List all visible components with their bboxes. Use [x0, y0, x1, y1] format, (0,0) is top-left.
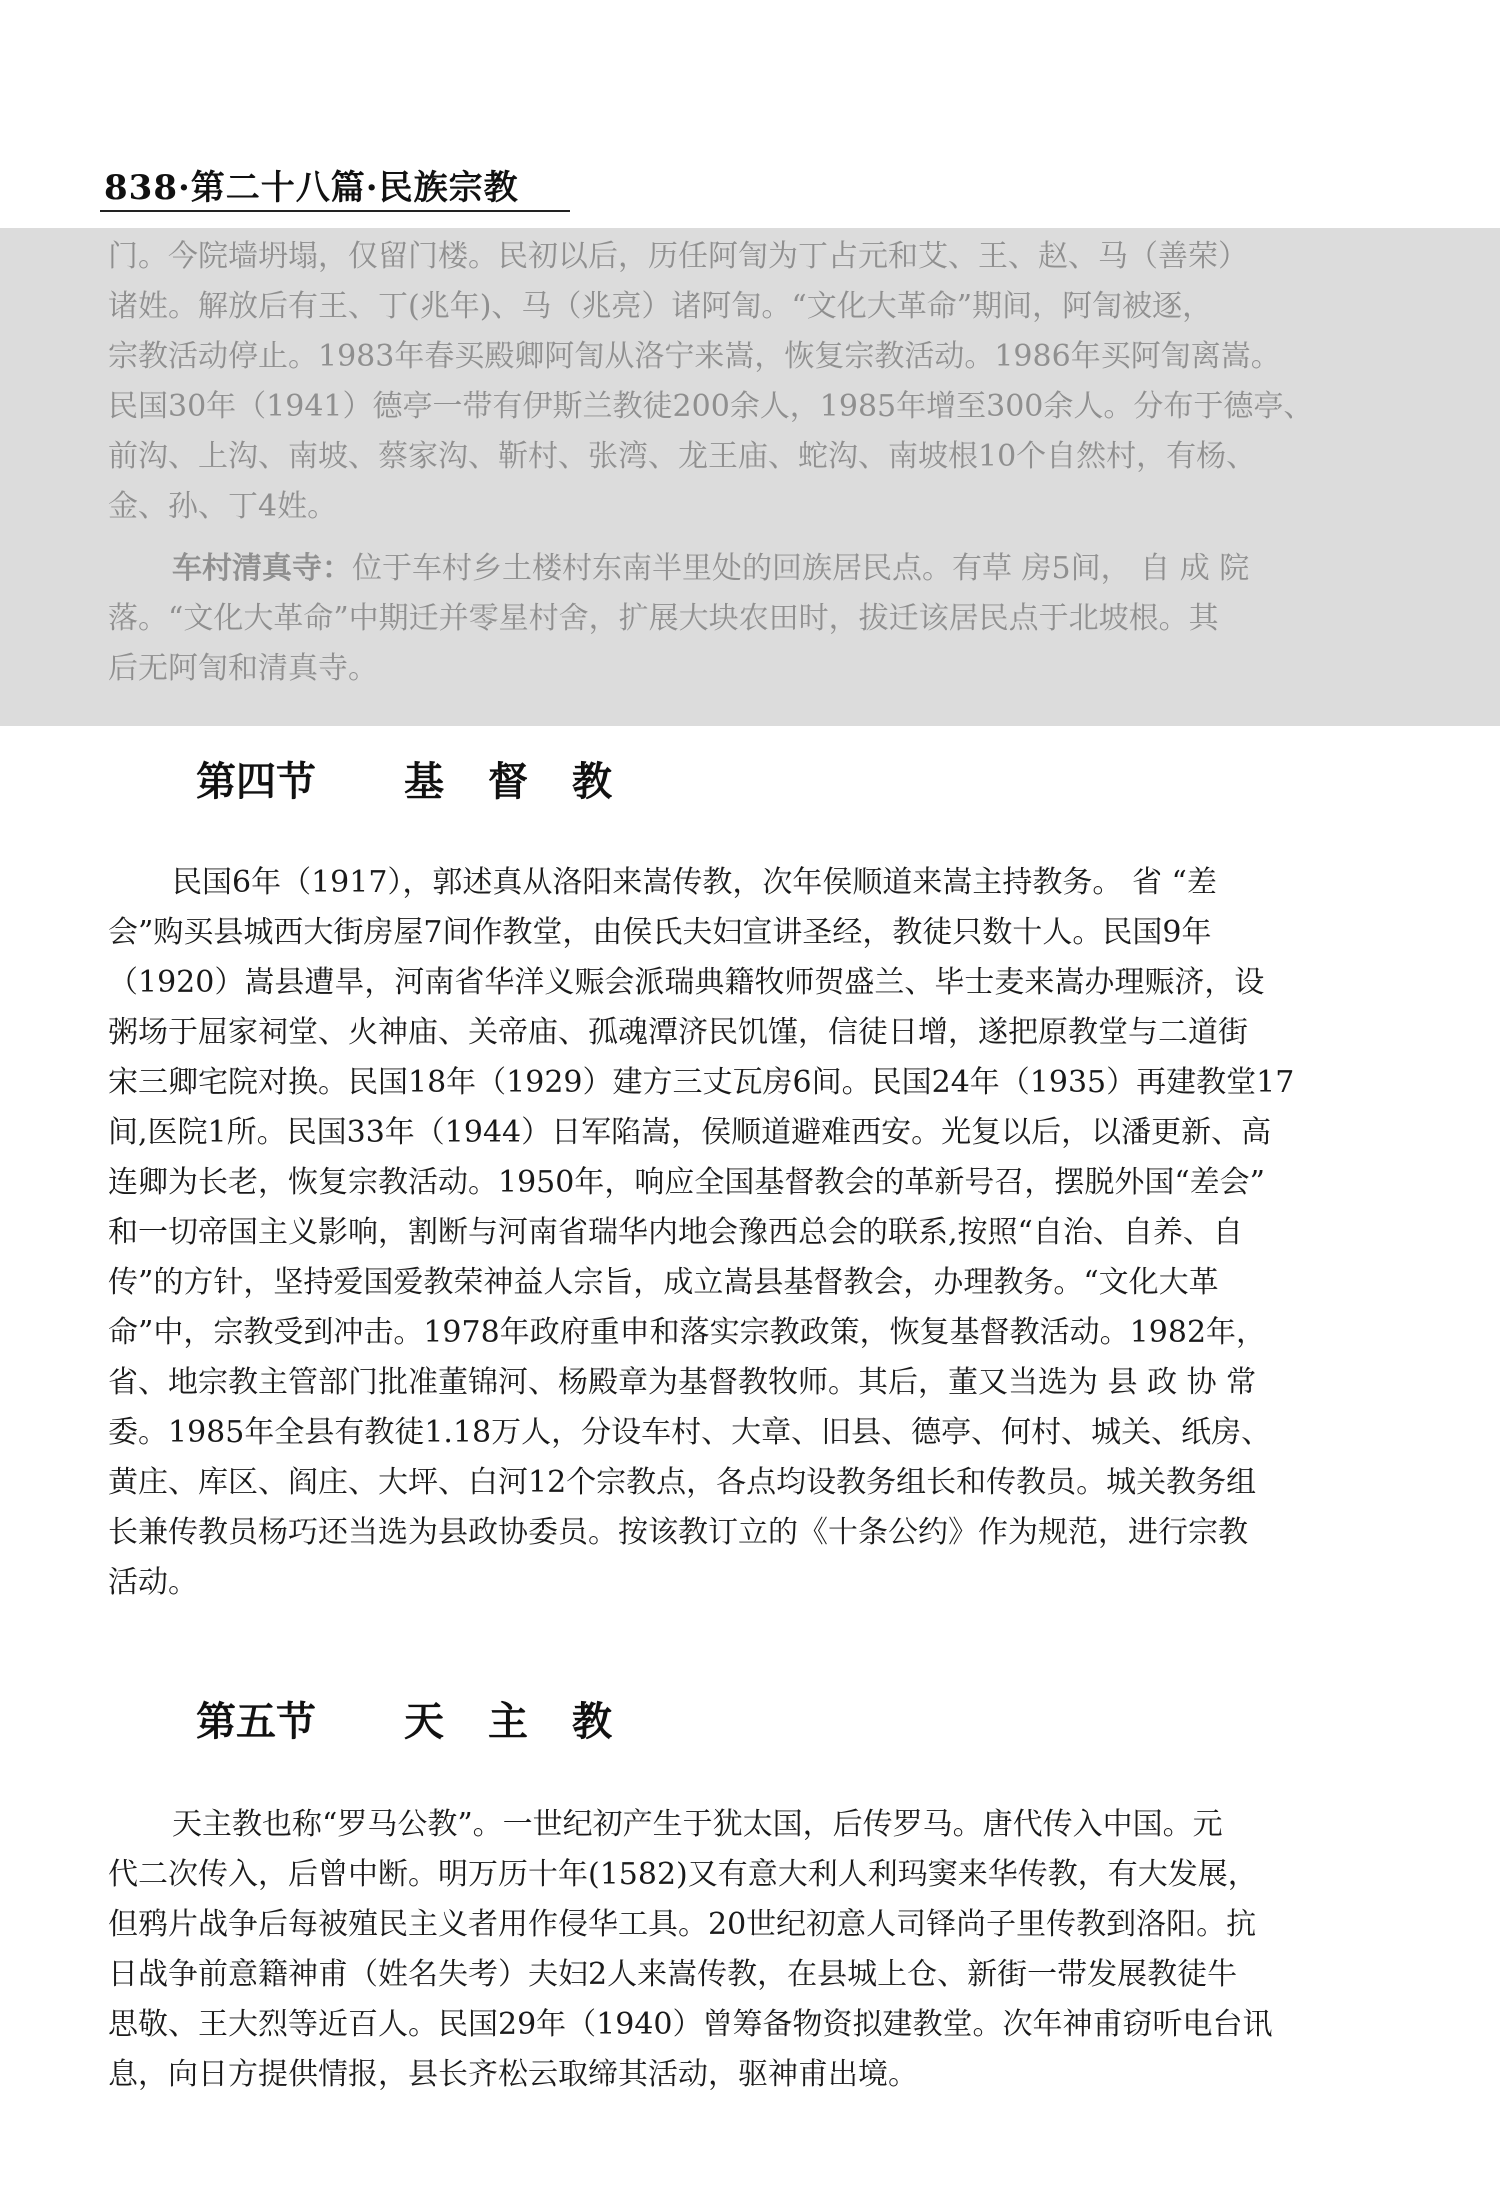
text-line: （1920）嵩县遭旱，河南省华洋义赈会派瑞典籍牧师贺盛兰、毕士麦来嵩办理赈济，设	[108, 965, 1265, 1000]
section-number: 第四节	[196, 758, 316, 805]
chechun-mosque-paragraph	[108, 544, 1408, 694]
text-line: 间,医院1所。民国33年（1944）日军陷嵩，侯顺道避难西安。光复以后，以潘更新、高	[108, 1115, 1272, 1150]
text-line: 连卿为长老，恢复宗教活动。1950年，响应全国基督教会的革新号召，摆脱外国“差会”	[108, 1165, 1266, 1200]
text-line: 黄庄、库区、阎庄、大坪、白河12个宗教点，各点均设教务组长和传教员。城关教务组	[108, 1465, 1257, 1500]
text-line	[108, 544, 1408, 594]
text-line: 命”中，宗教受到冲击。1978年政府重申和落实宗教政策，恢复基督教活动。1982年，	[108, 1315, 1267, 1350]
chechun-first-line: 位于车村乡土楼村东南半里处的回族居民点。有草 房5间， 自 成 院	[352, 551, 1250, 586]
text-line: 天主教也称“罗马公教”。一世纪初产生于犹太国，后传罗马。唐代传入中国。元	[172, 1807, 1223, 1842]
chechun-mosque-heading: 车村清真寺：	[172, 551, 352, 586]
text-line: 宋三卿宅院对换。民国18年（1929）建方三丈瓦房6间。民国24年（1935）再建教堂17	[108, 1065, 1295, 1100]
text-line: 活动。	[108, 1565, 198, 1600]
section-number: 第五节	[196, 1698, 316, 1745]
text-line: 诸姓。解放后有王、丁(兆年)、马（兆亮）诸阿訇。“文化大革命”期间，阿訇被逐，	[108, 289, 1213, 324]
page-header: 838·第二十八篇·民族宗教	[104, 168, 519, 208]
text-line: 代二次传入，后曾中断。明万历十年(1582)又有意大利人利玛窦来华传教，有大发展，	[108, 1857, 1258, 1892]
section-name: 天主教	[404, 1698, 656, 1745]
text-line: 会”购买县城西大街房屋7间作教堂，由侯氏夫妇宣讲圣经，教徒只数十人。民国9年	[108, 915, 1212, 950]
text-line: 省、地宗教主管部门批准董锦河、杨殿章为基督教牧师。其后，董又当选为 县 政 协 常	[108, 1365, 1257, 1400]
text-line: 民国6年（1917），郭述真从洛阳来嵩传教，次年侯顺道来嵩主持教务。 省 “差	[172, 865, 1217, 900]
text-line: 粥场于屈家祠堂、火神庙、关帝庙、孤魂潭济民饥馑，信徒日增，遂把原教堂与二道街	[108, 1015, 1248, 1050]
header-rule	[100, 210, 570, 212]
text-line: 但鸦片战争后每被殖民主义者用作侵华工具。20世纪初意人司铎尚子里传教到洛阳。抗	[108, 1907, 1257, 1942]
catholicism-paragraph	[108, 1800, 1408, 2100]
text-line: 委。1985年全县有教徒1.18万人，分设车村、大章、旧县、德亭、何村、城关、纸房、	[108, 1415, 1272, 1450]
section-name: 基督教	[404, 758, 656, 805]
text-line: 金、孙、丁4姓。	[108, 489, 338, 524]
section-title-catholicism	[196, 1690, 656, 1747]
text-line: 民国30年（1941）德亭一带有伊斯兰教徒200余人，1985年增至300余人。分布于德亭、	[108, 389, 1314, 424]
text-line: 长兼传教员杨巧还当选为县政协委员。按该教订立的《十条公约》作为规范，进行宗教	[108, 1515, 1248, 1550]
text-line: 和一切帝国主义影响，割断与河南省瑞华内地会豫西总会的联系,按照“自治、自养、自	[108, 1215, 1243, 1250]
text-line: 落。“文化大革命”中期迁并零星村舍，扩展大块农田时，拔迁该居民点于北坡根。其	[108, 601, 1219, 636]
text-line: 息，向日方提供情报，县长齐松云取缔其活动，驱神甫出境。	[108, 2057, 918, 2092]
text-line: 门。今院墙坍塌，仅留门楼。民初以后，历任阿訇为丁占元和艾、王、赵、马（善荣）	[108, 239, 1248, 274]
text-line: 日战争前意籍神甫（姓名失考）夫妇2人来嵩传教，在县城上仓、新街一带发展教徒牛	[108, 1957, 1238, 1992]
christianity-paragraph	[108, 858, 1408, 1608]
text-line: 思敬、王大烈等近百人。民国29年（1940）曾筹备物资拟建教堂。次年神甫窃听电台讯	[108, 2007, 1273, 2042]
text-line: 前沟、上沟、南坡、蔡家沟、靳村、张湾、龙王庙、蛇沟、南坡根10个自然村，有杨、	[108, 439, 1257, 474]
section-title-christianity	[196, 750, 656, 807]
carryover-paragraph	[108, 232, 1408, 532]
text-line: 宗教活动停止。1983年春买殿卿阿訇从洛宁来嵩，恢复宗教活动。1986年买阿訇离嵩。	[108, 339, 1281, 374]
text-line: 传”的方针，坚持爱国爱教荣神益人宗旨，成立嵩县基督教会，办理教务。“文化大革	[108, 1265, 1219, 1300]
text-line: 后无阿訇和清真寺。	[108, 651, 378, 686]
